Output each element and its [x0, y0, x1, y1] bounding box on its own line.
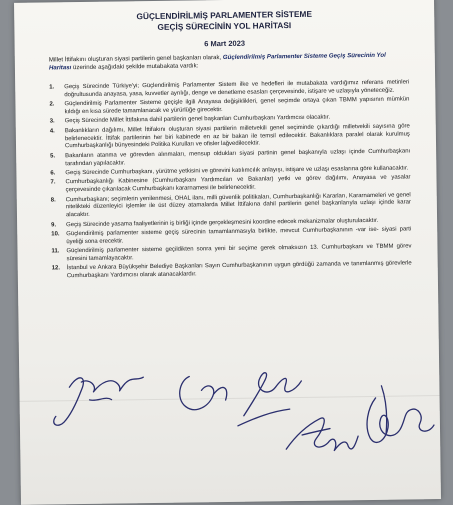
item-number: 8.	[50, 196, 56, 203]
item-number: 3.	[49, 118, 55, 125]
signature-5	[367, 385, 435, 442]
roadmap-list	[49, 79, 412, 282]
item-number: 1.	[49, 84, 55, 91]
item-text: Cumhurbaşkanı; seçimlerin yenilenmesi, OHAL ilanı, milli güvenlik politikaları, Cumhurbaşkanlığı Kararları, Kararnameleri ve genel nitelikteki düzenleyici işlemler ile üst düzey atamalarda Millet İttifakına dahil partilerin genel başkanlarıyla uzlaşı içinde karar alacaktır.	[65, 191, 411, 219]
item-number: 9.	[51, 221, 57, 228]
list-item	[52, 261, 412, 282]
item-text: Cumhurbaşkanlığı Kabinesine (Cumhurbaşkanı Yardımcıları ve Bakanlar) yetki ve görev dağılımı, Anayasa ve yasalar çerçevesinde çıkarılacak Cumhurbaşkanı kararnamesi ile belirlenecektir.	[65, 174, 411, 194]
intro-text-before: Millet İttifakını oluşturan siyasi partilerin genel başkanları olarak,	[48, 54, 223, 64]
item-text: Geçiş Sürecinde Türkiye'yi; Güçlendirilmiş Parlamenter Sistem ilke ve hedefleri ile mutabakata vardığımız referans metinleri doğrultusunda anayasa, yasa, kuvvetler ayrılığı, denge ve denetleme esasları çerçevesinde, istişare ve uzlaşıyla yöneteceğiz.	[64, 79, 410, 99]
item-text: Bakanların atanma ve görevden alınmaları, mensup oldukları siyasi partinin genel başkanıyla uzlaşı içinde Cumhurbaşkanı tarafından yapılacaktır.	[65, 148, 411, 167]
item-text: Bakanlıkların dağılımı, Millet İttifakını oluşturan siyasi partilerin milletvekili genel seçiminde çıkardığı milletvekili sayısına göre belirlenecektir. İttifak partilerinin her biri kabinede en az bir bakan ile temsil edilecektir. Bakanlıklara paralel olarak kurulmuş Cumhurbaşkanlığı bünyesindeki Politika Kurulları ve ofisler lağvedilecektir.	[64, 123, 410, 150]
intro-text-after: üzerinde aşağıdaki şekilde mutabakata vardık:	[71, 62, 199, 72]
item-text: Geçiş Sürecinde Cumhurbaşkanı, yürütme yetkisini ve görevini katılımcılık anlayışı, istişare ve uzlaşı esaslarına göre kullanacaktır.	[65, 165, 409, 177]
item-number: 10.	[51, 231, 60, 238]
item-number: 2.	[49, 101, 55, 108]
item-text: Geçiş Sürecinde yasama faaliyetlerinin iş birliği içinde gerçekleşmesini koordine edecek mekanizmalar oluşturulacaktır.	[66, 217, 379, 228]
list-item	[50, 123, 410, 151]
signature-2	[179, 376, 227, 410]
item-number: 4.	[49, 128, 55, 135]
signatures-area	[19, 337, 441, 503]
item-text: Geçiş Sürecinde Millet İttifakına dahil partilerin genel başkanları Cumhurbaşkanı Yardımcısı olacaktır.	[64, 114, 331, 125]
item-number: 7.	[50, 179, 56, 186]
item-number: 6.	[50, 170, 56, 177]
document-page	[14, 0, 441, 505]
item-number: 11.	[51, 248, 60, 255]
signature-3	[237, 372, 302, 426]
intro-paragraph	[49, 51, 409, 73]
intro-emphasis: Güçlendirilmiş Parlamenter Sisteme Geçiş Sürecinin Yol Haritası	[48, 51, 386, 72]
signature-1	[53, 377, 144, 425]
item-number: 12.	[51, 265, 61, 272]
item-text: Güçlendirilmiş parlamenter sisteme geçiş sürecinin tamamlanmasıyla birlikte, mevcut Cumhurbaşkanının -var ise- siyasi parti üyeliği sona erecektir.	[66, 226, 412, 245]
item-text: İstanbul ve Ankara Büyükşehir Belediye Başkanları Sayın Cumhurbaşkanının uygun gördüğü zamanda ve tanımlanmış görevlerle Cumhurbaşkanı Yardımcısı olarak atanacaklardır.	[66, 260, 412, 280]
item-text: Güçlendirilmiş parlamenter sisteme geçildikten sonra yeni bir seçime gerek olmaksızın 13. Cumhurbaşkanı ve TBMM görev süresini tamamlayacaktır.	[66, 243, 412, 263]
document-title-line-2: GEÇİŞ SÜRECİNİN YOL HARİTASI	[157, 20, 292, 32]
item-number: 5.	[50, 153, 56, 160]
document-date: 6 Mart 2023	[204, 38, 246, 49]
item-text: Güçlendirilmiş Parlamenter Sisteme geçişle ilgili Anayasa değişiklikleri, genel seçimde ortaya çıkan TBMM yapısının mümkün kıldığı en kısa sürede tamamlanacak ve yürürlüğe girecektir.	[64, 96, 410, 116]
list-item	[51, 192, 411, 220]
signature-4	[286, 417, 358, 451]
document-title-line-1: GÜÇLENDİRİLMİŞ PARLAMENTER SİSTEME	[136, 8, 313, 22]
